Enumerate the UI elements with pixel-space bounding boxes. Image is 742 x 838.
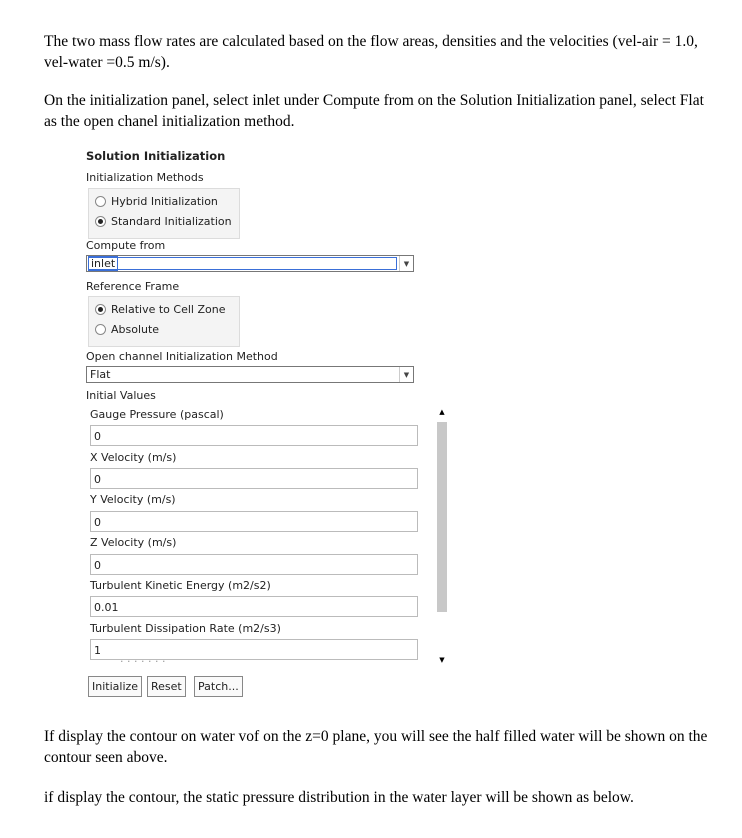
clipped-label-fragment: · · · · · · ·	[120, 655, 166, 668]
z-velocity-input[interactable]	[90, 554, 418, 575]
standard-initialization-label: Standard Initialization	[111, 214, 232, 228]
y-velocity-value: 0	[94, 516, 101, 529]
radio-checked-icon	[95, 216, 106, 227]
solution-initialization-panel	[80, 145, 452, 705]
scroll-up-icon[interactable]: ▲	[439, 408, 445, 416]
absolute-radio[interactable]	[95, 321, 159, 337]
hybrid-initialization-label: Hybrid Initialization	[111, 194, 218, 208]
relative-to-cell-zone-label: Relative to Cell Zone	[111, 302, 226, 316]
turbulent-dissipation-rate-label: Turbulent Dissipation Rate (m2/s3)	[90, 622, 281, 635]
reference-frame-label: Reference Frame	[86, 280, 180, 293]
x-velocity-label: X Velocity (m/s)	[90, 451, 177, 464]
paragraph-contour-vof: If display the contour on water vof on the z=0 plane, you will see the half filled water will be shown on the contour seen above.	[44, 728, 708, 766]
compute-from-dropdown[interactable]	[86, 255, 414, 272]
panel-title: Solution Initialization	[86, 149, 226, 163]
scrollbar-thumb[interactable]	[437, 422, 447, 612]
relative-to-cell-zone-radio[interactable]	[95, 301, 225, 317]
initial-values-scrollbar[interactable]	[437, 407, 447, 667]
y-velocity-input[interactable]	[90, 511, 418, 532]
patch-button[interactable]: Patch...	[194, 676, 243, 697]
gauge-pressure-value: 0	[94, 430, 101, 443]
scroll-down-icon[interactable]: ▼	[439, 656, 445, 664]
open-channel-method-label: Open channel Initialization Method	[86, 350, 278, 363]
turbulent-kinetic-energy-value: 0.01	[94, 601, 119, 614]
initialization-methods-group	[88, 188, 240, 239]
turbulent-kinetic-energy-label: Turbulent Kinetic Energy (m2/s2)	[90, 579, 271, 592]
initialization-methods-label: Initialization Methods	[86, 171, 204, 184]
radio-checked-icon	[95, 304, 106, 315]
radio-unchecked-icon	[95, 324, 106, 335]
initial-values-label: Initial Values	[86, 389, 156, 402]
absolute-label: Absolute	[111, 322, 160, 336]
z-velocity-value: 0	[94, 559, 101, 572]
chevron-down-icon[interactable]: ▼	[399, 367, 413, 382]
x-velocity-input[interactable]	[90, 468, 418, 489]
z-velocity-label: Z Velocity (m/s)	[90, 536, 177, 549]
paragraph-mass-flow: The two mass flow rates are calculated based on the flow areas, densities and the velocities (vel-air = 1.0, vel-water =0.5 m/s).	[44, 33, 698, 71]
reset-button[interactable]: Reset	[147, 676, 186, 697]
turbulent-kinetic-energy-input[interactable]	[90, 596, 418, 617]
x-velocity-value: 0	[94, 473, 101, 486]
compute-from-label: Compute from	[86, 239, 166, 252]
paragraph-static-pressure: if display the contour, the static pressure distribution in the water layer will be shown as below.	[44, 789, 634, 806]
hybrid-initialization-radio[interactable]	[95, 193, 218, 209]
y-velocity-label: Y Velocity (m/s)	[90, 493, 176, 506]
gauge-pressure-input[interactable]	[90, 425, 418, 446]
reference-frame-group	[88, 296, 240, 347]
paragraph-initialization: On the initialization panel, select inlet under Compute from on the Solution Initialization panel, select Flat as the open chanel initialization method.	[44, 92, 704, 130]
open-channel-method-value: Flat	[90, 368, 111, 381]
chevron-down-icon[interactable]: ▼	[399, 256, 413, 271]
initialize-button[interactable]: Initialize	[88, 676, 142, 697]
gauge-pressure-label: Gauge Pressure (pascal)	[90, 408, 224, 421]
open-channel-method-dropdown[interactable]	[86, 366, 414, 383]
standard-initialization-radio[interactable]	[95, 213, 232, 229]
radio-unchecked-icon	[95, 196, 106, 207]
turbulent-dissipation-rate-value: 1	[94, 644, 101, 657]
compute-from-value: inlet	[88, 256, 118, 271]
